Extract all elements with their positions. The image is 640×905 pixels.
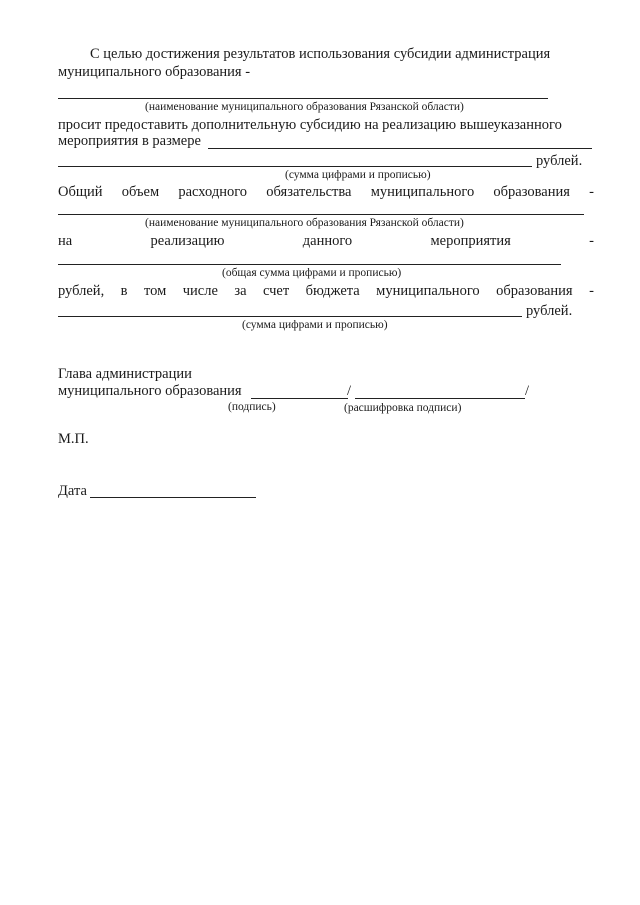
total-sum-blank (58, 264, 561, 265)
caption-mo-name-2: (наименование муниципального образования Рязанской области) (145, 217, 464, 229)
amount-blank-2 (58, 316, 522, 317)
mo-name-blank-2 (58, 214, 584, 215)
volume-word: объем (121, 184, 160, 200)
budget-word: за (234, 283, 247, 299)
volume-word: обязательства (266, 184, 352, 200)
intro-line-1: С целью достижения результатов использования субсидии администрация (90, 46, 551, 62)
rubles-label-2: рублей. (526, 303, 573, 319)
mo-name-blank-1 (58, 98, 548, 99)
implementation-word: данного (302, 233, 353, 249)
signature-slash-1: / (347, 383, 352, 399)
caption-signature: (подпись) (228, 401, 276, 413)
stamp-label: М.П. (58, 431, 89, 447)
implementation-line (58, 233, 594, 249)
signature-blank (251, 398, 348, 399)
volume-word: муниципального (370, 184, 475, 200)
head-title-line-1: Глава администрации (58, 366, 192, 382)
implementation-word: на (58, 233, 73, 249)
intro-line-2: муниципального образования - (58, 64, 251, 80)
decoding-blank (355, 398, 525, 399)
budget-word: в (120, 283, 128, 299)
implementation-word: реализацию (150, 233, 225, 249)
volume-word: - (589, 184, 594, 200)
budget-word: счет (262, 283, 290, 299)
caption-sum-1: (сумма цифрами и прописью) (285, 169, 431, 181)
budget-line (58, 283, 594, 299)
budget-word: бюджета (305, 283, 360, 299)
budget-word: - (589, 283, 594, 299)
budget-word: рублей, (58, 283, 105, 299)
volume-word: расходного (178, 184, 248, 200)
budget-word: образования (496, 283, 573, 299)
head-title-line-2: муниципального образования (58, 383, 242, 399)
volume-line (58, 184, 594, 200)
caption-decoding: (расшифровка подписи) (344, 402, 462, 414)
volume-word: Общий (58, 184, 103, 200)
amount-blank-1a (208, 148, 592, 149)
amount-blank-1b (58, 166, 532, 167)
volume-word: образования (493, 184, 570, 200)
budget-word: числе (182, 283, 218, 299)
caption-total-sum: (общая сумма цифрами и прописью) (222, 267, 402, 279)
date-blank (90, 497, 256, 498)
rubles-label-1: рублей. (536, 153, 583, 169)
implementation-word: мероприятия (430, 233, 511, 249)
request-line-2: мероприятия в размере (58, 133, 201, 149)
budget-word: муниципального (376, 283, 480, 299)
caption-sum-2: (сумма цифрами и прописью) (242, 319, 388, 331)
budget-word: том (143, 283, 167, 299)
signature-slash-2: / (525, 383, 530, 399)
implementation-word: - (589, 233, 594, 249)
request-line-1: просит предоставить дополнительную субсидию на реализацию вышеуказанного (58, 117, 562, 133)
date-label: Дата (58, 483, 87, 499)
caption-mo-name-1: (наименование муниципального образования Рязанской области) (145, 101, 464, 113)
